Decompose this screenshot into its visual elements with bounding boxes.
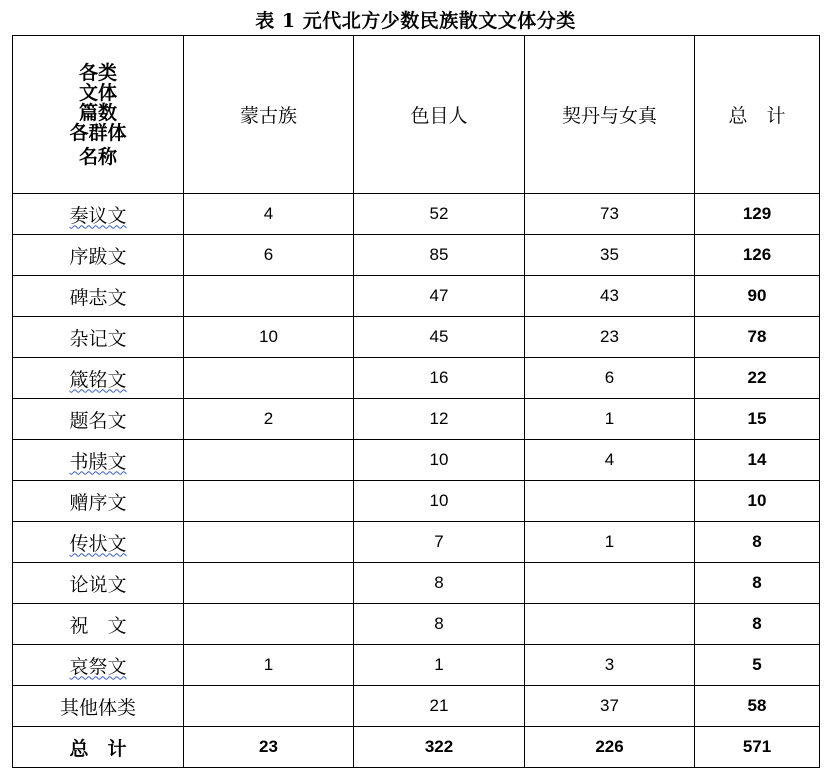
summary-row xyxy=(13,727,820,768)
cell-khitan xyxy=(525,563,695,604)
row-label: 赠序文 xyxy=(13,481,184,522)
cell-khitan: 37 xyxy=(525,686,695,727)
cell-semu: 1 xyxy=(354,645,525,686)
cell-mongol: 6 xyxy=(184,235,354,276)
cell-mongol xyxy=(184,276,354,317)
row-label xyxy=(13,358,184,399)
cell-khitan: 4 xyxy=(525,440,695,481)
cell-semu: 47 xyxy=(354,276,525,317)
cell-total: 78 xyxy=(695,317,820,358)
cell-semu: 12 xyxy=(354,399,525,440)
table-row xyxy=(13,563,820,604)
row-label-text: 书牍文 xyxy=(69,450,127,473)
corner-line: 篇数 xyxy=(78,101,117,124)
summary-mongol: 23 xyxy=(184,727,354,768)
row-label-text: 传状文 xyxy=(69,532,127,555)
cell-khitan: 3 xyxy=(525,645,695,686)
row-label: 其他体类 xyxy=(13,686,184,727)
col-header-khitan-jurchen: 契丹与女真 xyxy=(525,36,695,194)
cell-khitan xyxy=(525,604,695,645)
cell-total: 8 xyxy=(695,522,820,563)
cell-semu: 8 xyxy=(354,604,525,645)
table-row xyxy=(13,481,820,522)
cell-mongol: 10 xyxy=(184,317,354,358)
table-row xyxy=(13,645,820,686)
cell-khitan: 1 xyxy=(525,399,695,440)
cell-total: 129 xyxy=(695,194,820,235)
row-label xyxy=(13,440,184,481)
cell-total: 14 xyxy=(695,440,820,481)
table-row xyxy=(13,235,820,276)
cell-total: 5 xyxy=(695,645,820,686)
corner-line: 文体 xyxy=(78,81,117,104)
cell-mongol xyxy=(184,563,354,604)
cell-khitan xyxy=(525,481,695,522)
row-label: 题名文 xyxy=(13,399,184,440)
cell-semu: 8 xyxy=(354,563,525,604)
table-row xyxy=(13,276,820,317)
genre-table xyxy=(12,35,820,768)
cell-mongol: 2 xyxy=(184,399,354,440)
cell-mongol: 4 xyxy=(184,194,354,235)
row-label xyxy=(13,522,184,563)
table-row xyxy=(13,604,820,645)
row-label-text: 哀祭文 xyxy=(69,655,127,678)
table-row xyxy=(13,358,820,399)
table-row xyxy=(13,194,820,235)
corner-line: 名称 xyxy=(78,145,117,168)
cell-mongol xyxy=(184,604,354,645)
cell-khitan: 43 xyxy=(525,276,695,317)
row-label-text: 箴铭文 xyxy=(69,368,127,391)
cell-semu: 10 xyxy=(354,440,525,481)
cell-semu: 16 xyxy=(354,358,525,399)
cell-mongol: 1 xyxy=(184,645,354,686)
header-row xyxy=(13,36,820,194)
cell-semu: 52 xyxy=(354,194,525,235)
summary-total: 571 xyxy=(695,727,820,768)
table-row xyxy=(13,317,820,358)
cell-total: 126 xyxy=(695,235,820,276)
cell-total: 10 xyxy=(695,481,820,522)
corner-line: 各类 xyxy=(78,61,117,84)
cell-total: 15 xyxy=(695,399,820,440)
row-label: 杂记文 xyxy=(13,317,184,358)
cell-semu: 45 xyxy=(354,317,525,358)
cell-mongol xyxy=(184,522,354,563)
cell-mongol xyxy=(184,481,354,522)
cell-semu: 21 xyxy=(354,686,525,727)
table-row xyxy=(13,440,820,481)
cell-khitan: 73 xyxy=(525,194,695,235)
cell-total: 22 xyxy=(695,358,820,399)
summary-label: 总 计 xyxy=(13,727,184,768)
cell-khitan: 6 xyxy=(525,358,695,399)
cell-khitan: 1 xyxy=(525,522,695,563)
table-row xyxy=(13,399,820,440)
cell-mongol xyxy=(184,686,354,727)
cell-khitan: 35 xyxy=(525,235,695,276)
cell-total: 58 xyxy=(695,686,820,727)
cell-mongol xyxy=(184,440,354,481)
corner-line: 各群体 xyxy=(69,121,127,144)
table-caption: 表 1 元代北方少数民族散文文体分类 xyxy=(255,10,576,32)
cell-semu: 10 xyxy=(354,481,525,522)
summary-semu: 322 xyxy=(354,727,525,768)
cell-total: 90 xyxy=(695,276,820,317)
col-header-total: 总 计 xyxy=(695,36,820,194)
cell-khitan: 23 xyxy=(525,317,695,358)
row-label: 碑志文 xyxy=(13,276,184,317)
corner-header xyxy=(13,36,184,194)
cell-semu: 7 xyxy=(354,522,525,563)
row-label: 论说文 xyxy=(13,563,184,604)
cell-total: 8 xyxy=(695,563,820,604)
table-row xyxy=(13,686,820,727)
cell-mongol xyxy=(184,358,354,399)
cell-semu: 85 xyxy=(354,235,525,276)
row-label xyxy=(13,645,184,686)
cell-total: 8 xyxy=(695,604,820,645)
row-label xyxy=(13,194,184,235)
summary-khitan: 226 xyxy=(525,727,695,768)
row-label: 序跋文 xyxy=(13,235,184,276)
table-row xyxy=(13,522,820,563)
col-header-semu: 色目人 xyxy=(354,36,525,194)
row-label: 祝 文 xyxy=(13,604,184,645)
col-header-mongol: 蒙古族 xyxy=(184,36,354,194)
row-label-text: 奏议文 xyxy=(69,204,127,227)
